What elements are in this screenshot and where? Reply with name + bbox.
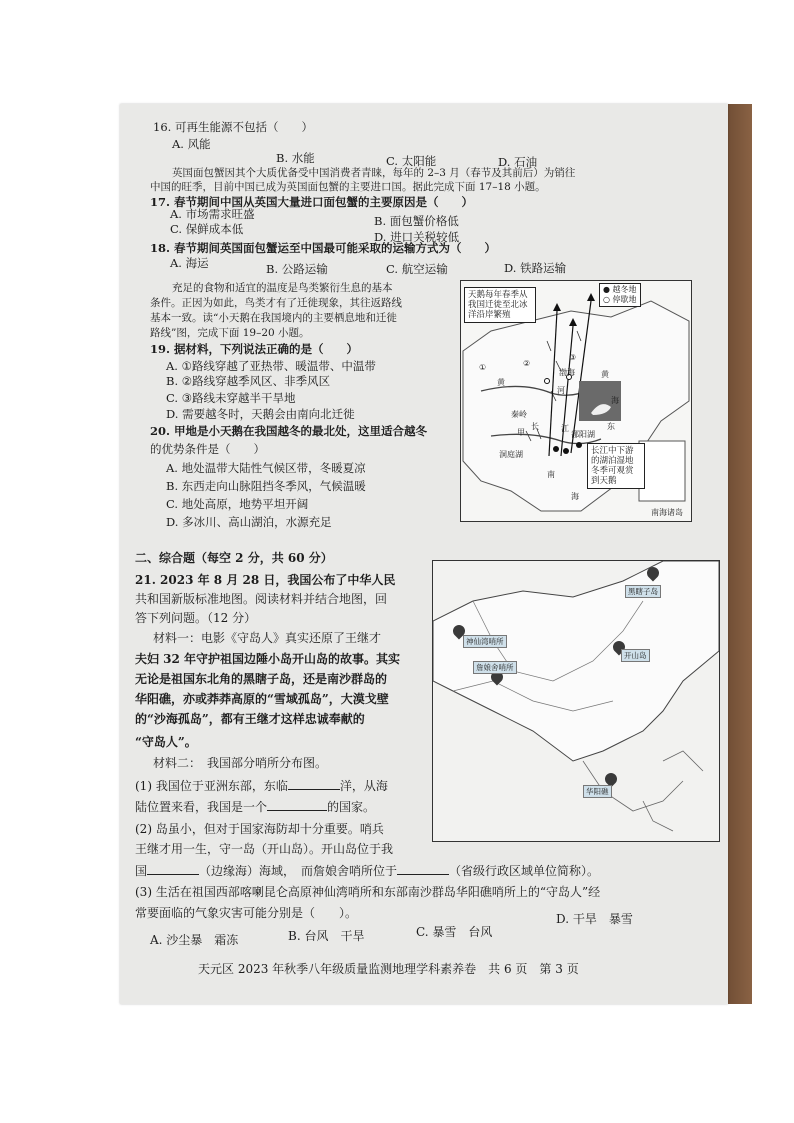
q21-part1-text-d: 的国家。 xyxy=(327,800,376,814)
heixiazi-label: 黑瞎子岛 xyxy=(625,585,661,598)
route-label-1: ① xyxy=(479,363,487,372)
q16-option-c: C. 太阳能 xyxy=(386,154,437,168)
label-south: 南 xyxy=(547,470,555,479)
q21-intro-line1: 21. 2023 年 8 月 28 日，我国公布了中华人民 xyxy=(135,573,396,587)
q21-part2-text-d: （边缘海）海域， 而詹娘舍哨所位于 xyxy=(199,864,398,878)
ocean-answer-blank[interactable] xyxy=(288,778,340,790)
q21-part3-option-d: D. 干旱 暴雪 xyxy=(556,912,633,926)
sentry-map-drawing xyxy=(433,561,719,841)
q19-option-c: C. ③路线未穿越半干旱地 xyxy=(166,391,296,405)
legend-stopover: ○ 停歇地 xyxy=(603,295,637,304)
sentry-posts-map xyxy=(432,560,720,842)
material1-line6: “守岛人”。 xyxy=(135,735,197,749)
swan-migration-map xyxy=(460,280,692,522)
q17-option-b: B. 面包蟹价格低 xyxy=(374,214,459,228)
q20-option-c: C. 地处高原，地势平坦开阔 xyxy=(166,497,309,511)
q17-option-a: A. 市场需求旺盛 xyxy=(170,207,255,221)
q21-part1-line2 xyxy=(135,799,375,814)
callout-spring-migration: 天鹅每年春季从我国迁徙至北冰洋沿岸繁殖 xyxy=(464,287,536,323)
label-east: 东 xyxy=(607,422,615,431)
q21-part2-line2: 王继才用一生，守一岛（开山岛）。开山岛位于我 xyxy=(135,842,394,856)
label-yellow-river-2: 河 xyxy=(557,386,565,395)
province-answer-blank[interactable] xyxy=(397,863,449,875)
legend-wintering: ● 越冬地 xyxy=(603,285,637,294)
q18-stem: 18. 春节期间英国面包蟹运至中国最可能采取的运输方式为（ ） xyxy=(150,241,497,255)
q20-stem-line2: 的优势条件是（ ） xyxy=(150,442,265,456)
q21-part1-text-a: (1) 我国位于亚洲东部，东临 xyxy=(135,779,288,793)
q20-option-d: D. 多冰川、高山湖泊，水源充足 xyxy=(166,515,332,529)
route-label-2: ② xyxy=(523,359,531,368)
swan-passage-line3: 基本一致。读“小天鹅在我国境内的主要栖息地和迁徙 xyxy=(150,312,397,324)
label-yellow-river-1: 黄 xyxy=(497,378,505,387)
q16-option-d: D. 石油 xyxy=(498,155,538,169)
q17-option-d: D. 进口关税较低 xyxy=(374,230,460,244)
label-sea: 海 xyxy=(571,492,579,501)
q21-part1-line1 xyxy=(135,778,388,793)
q21-part1-text-b: 洋，从海 xyxy=(339,779,388,793)
q20-option-b: B. 东西走向山脉阻挡冬季风，气候温暖 xyxy=(166,479,366,493)
q19-option-a: A. ①路线穿越了亚热带、暖温带、中温带 xyxy=(166,359,376,373)
swan-passage-line2: 条件。正因为如此，鸟类才有了迁徙现象，其往返路线 xyxy=(150,297,402,309)
q21-part2-line1: (2) 岛虽小，但对于国家海防却十分重要。哨兵 xyxy=(135,822,384,836)
callout-yangtze-lakes: 长江中下游的湖泊湿地冬季可观赏到天鹅 xyxy=(587,443,645,489)
q21-part3-line1: (3) 生活在祖国西部喀喇昆仑高原神仙湾哨所和东部南沙群岛华阳礁哨所上的“守岛人”经 xyxy=(135,885,601,899)
q21-intro-line2: 共和国新版标准地图。阅读材料并结合地图，回 xyxy=(135,592,388,606)
route-label-3: ③ xyxy=(569,353,577,362)
label-jia: 甲 xyxy=(517,428,525,437)
q21-part3-option-b: B. 台风 干旱 xyxy=(288,929,365,943)
marginal-sea-answer-blank[interactable] xyxy=(147,863,199,875)
q20-stem-line1: 20. 甲地是小天鹅在我国越冬的最北处，这里适合越冬 xyxy=(150,424,428,438)
q16-option-b: B. 水能 xyxy=(276,151,315,165)
q21-part2-text-e: （省级行政区域单位简称）。 xyxy=(449,864,600,878)
swan-passage-line1: 充足的食物和适宜的温度是鸟类繁衍生息的基本 xyxy=(172,282,393,294)
material1-line4: 华阳礁，亦或莽莽高原的“雪域孤岛”，大漠戈壁 xyxy=(135,692,389,706)
material1-line5: 的“沙海孤岛”，都有王继才这样忠诚奉献的 xyxy=(135,712,365,726)
q18-option-c: C. 航空运输 xyxy=(386,262,448,276)
label-qinling: 秦岭 xyxy=(511,410,527,419)
sea-land-position-answer-blank[interactable] xyxy=(267,799,327,811)
material1-line1: 材料一：电影《守岛人》真实还原了王继才 xyxy=(153,631,382,645)
q16-stem: 16. 可再生能源不包括（ ） xyxy=(153,120,313,134)
label-yangtze-1: 长 xyxy=(531,422,539,431)
label-south-sea-islands: 南海诸岛 xyxy=(651,508,683,517)
q21-part2-line3 xyxy=(135,863,599,878)
label-huanghai-1: 黄 xyxy=(601,370,609,379)
zhanniangshe-label: 詹娘舍哨所 xyxy=(473,661,517,674)
q21-part3-option-c: C. 暴雪 台风 xyxy=(416,925,493,939)
q21-part3-option-a: A. 沙尘暴 霜冻 xyxy=(150,933,239,947)
q19-stem: 19. 据材料，下列说法正确的是（ ） xyxy=(150,342,359,356)
q17-stem: 17. 春节期间中国从英国大量进口面包蟹的主要原因是（ ） xyxy=(150,195,474,209)
material1-line2: 夫妇 32 年守护祖国边陲小岛开山岛的故事。其实 xyxy=(135,652,401,666)
q21-part3-line2: 常要面临的气象灾害可能分别是（ ）。 xyxy=(135,906,358,920)
label-huanghai-2: 海 xyxy=(611,396,619,405)
page-footer: 天元区 2023 年秋季八年级质量监测地理学科素养卷 共 6 页 第 3 页 xyxy=(198,962,579,976)
q21-part2-text-c: 国 xyxy=(135,864,148,878)
label-yangtze-2: 江 xyxy=(561,424,569,433)
q20-option-a: A. 地处温带大陆性气候区带，冬暖夏凉 xyxy=(166,461,366,475)
q19-option-b: B. ②路线穿越季风区、非季风区 xyxy=(166,374,331,388)
q18-option-b: B. 公路运输 xyxy=(266,262,328,276)
q18-option-d: D. 铁路运输 xyxy=(504,261,567,275)
label-poyang: 鄱阳湖 xyxy=(571,430,595,439)
q21-part1-text-c: 陆位置来看，我国是一个 xyxy=(135,800,268,814)
shenxianwan-label: 神仙湾哨所 xyxy=(463,635,507,648)
label-bohai: 渤海 xyxy=(559,368,575,377)
swan-map-legend xyxy=(599,283,641,307)
crab-passage-line1: 英国面包蟹因其个大质优备受中国消费者青睐，每年的 2–3 月（春节及其前后）为销往 xyxy=(172,167,576,179)
q16-option-a: A. 风能 xyxy=(172,137,211,151)
crab-passage-line2: 中国的旺季，目前中国已成为英国面包蟹的主要进口国。据此完成下面 17–18 小题。 xyxy=(150,181,546,193)
kaishan-label: 开山岛 xyxy=(621,649,650,662)
section2-title: 二、综合题（每空 2 分，共 60 分） xyxy=(135,551,333,565)
q18-option-a: A. 海运 xyxy=(170,256,209,270)
huayang-label: 华阳礁 xyxy=(583,785,612,798)
material2: 材料二： 我国部分哨所分布图。 xyxy=(153,756,328,770)
q17-option-c: C. 保鲜成本低 xyxy=(170,222,244,236)
swan-passage-line4: 路线”图，完成下面 19–20 小题。 xyxy=(150,327,310,339)
label-dongting: 洞庭湖 xyxy=(499,450,523,459)
q19-option-d: D. 需要越冬时，天鹅会由南向北迁徙 xyxy=(166,407,355,421)
q21-intro-line3: 答下列问题。（12 分） xyxy=(135,611,257,625)
material1-line3: 无论是祖国东北角的黑瞎子岛，还是南沙群岛的 xyxy=(135,672,388,686)
